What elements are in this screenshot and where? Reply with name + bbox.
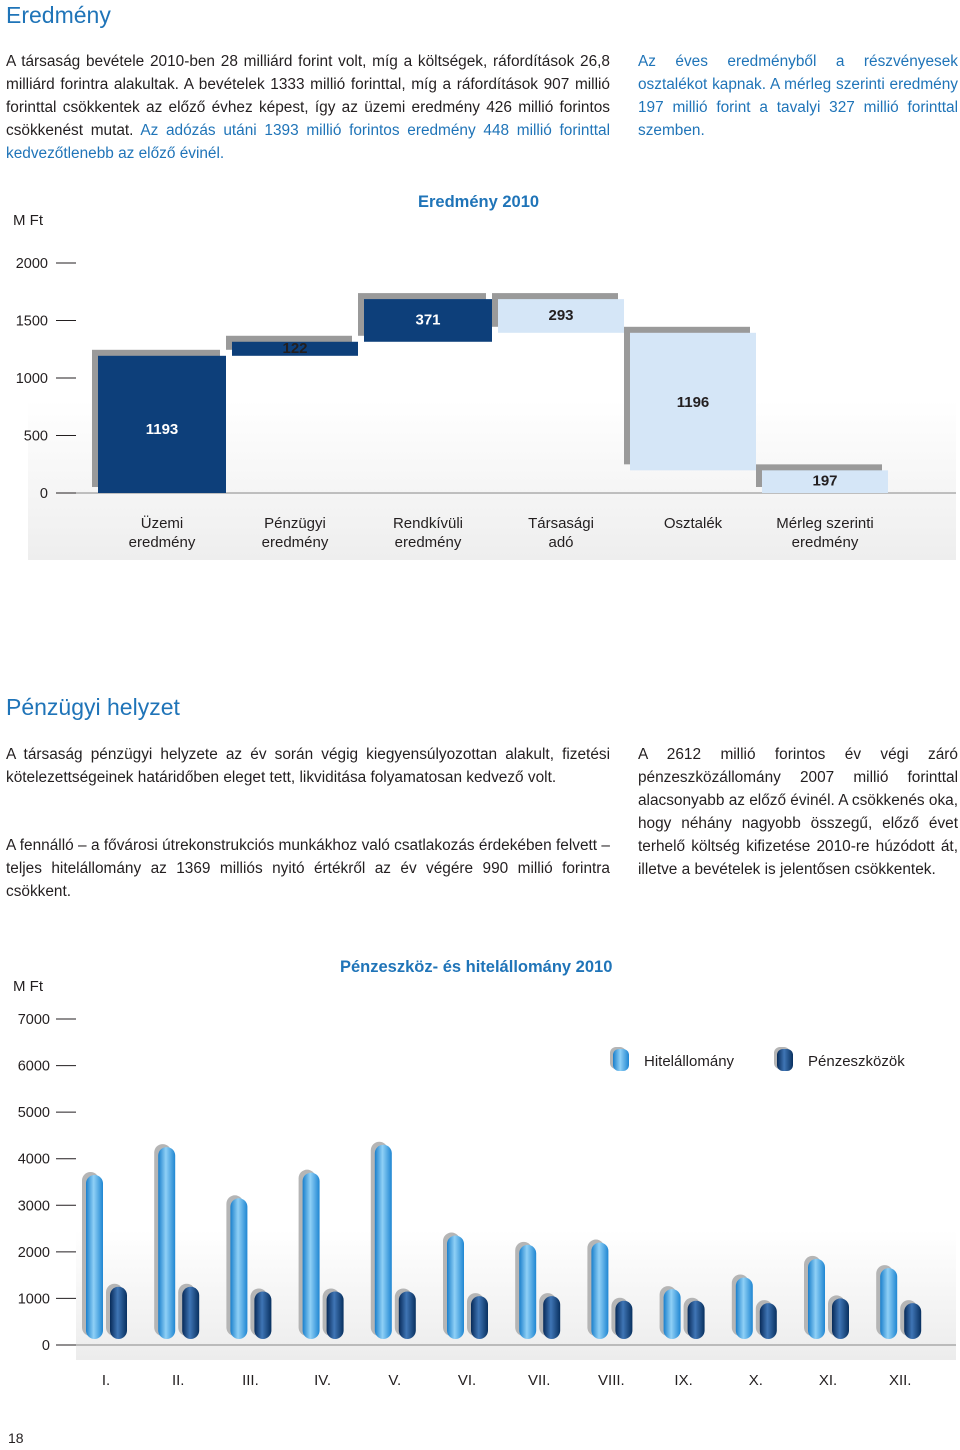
loan-bar bbox=[230, 1198, 247, 1339]
waterfall-value-label: 293 bbox=[548, 306, 574, 324]
loan-bar bbox=[519, 1245, 536, 1339]
waterfall-value-label: 122 bbox=[282, 339, 308, 357]
chart1-category-label: adó bbox=[548, 534, 574, 551]
loan-bar bbox=[736, 1277, 753, 1339]
legend-label: Hitelállomány bbox=[644, 1053, 735, 1070]
legend-label: Pénzeszközök bbox=[808, 1053, 905, 1070]
chart1-y-tick: 1500 bbox=[15, 313, 48, 330]
chart2-month-label: V. bbox=[388, 1372, 402, 1389]
loan-bar bbox=[86, 1175, 103, 1339]
loan-bar bbox=[591, 1243, 608, 1339]
chart1-category-label: eredmény bbox=[791, 534, 859, 551]
chart1-y-tick: 500 bbox=[23, 428, 48, 445]
chart1-y-tick: 2000 bbox=[15, 256, 48, 272]
chart1-category-label: Társasági bbox=[528, 515, 594, 532]
loan-bar bbox=[375, 1145, 392, 1339]
cash-bar bbox=[760, 1303, 777, 1339]
chart2-month-label: VIII. bbox=[598, 1372, 625, 1389]
cash-bar bbox=[254, 1291, 271, 1339]
paragraph-eredmeny-right-b: A mérleg szerinti eredmény 197 millió forint a tavalyi 327 millió forinttal szemben. bbox=[638, 76, 958, 139]
waterfall-chart bbox=[0, 240, 960, 570]
chart2-y-tick: 4000 bbox=[17, 1151, 50, 1168]
cash-bar bbox=[688, 1301, 705, 1339]
chart2-month-label: X. bbox=[748, 1372, 763, 1389]
cash-bar bbox=[615, 1301, 632, 1339]
section-title-penzugyi-helyzet: Pénzügyi helyzet bbox=[6, 694, 180, 720]
chart2-y-tick: 6000 bbox=[17, 1058, 50, 1075]
paragraph-eredmeny-left bbox=[6, 50, 610, 165]
chart1-category-label: eredmény bbox=[261, 534, 329, 551]
cash-bar bbox=[471, 1296, 488, 1339]
chart1-category-label: eredmény bbox=[394, 534, 462, 551]
chart2-month-label: XI. bbox=[818, 1372, 838, 1389]
chart2-unit: M Ft bbox=[13, 978, 43, 995]
paragraph-penzugyi-right: A 2612 millió forintos év végi záró pénzeszközállomány 2007 millió forinttal alacsonyabb az előző évinél. A csökkenés oka, hogy néhány nagyobb összegű, előző évet terhelő költség kifizetése 2010-re húzódott át, illetve a bevételek is jelentősen csökkentek. bbox=[638, 746, 958, 878]
chart1-title: Eredmény 2010 bbox=[418, 193, 540, 211]
chart1-category-label: Rendkívüli bbox=[392, 515, 464, 532]
chart2-month-label: III. bbox=[242, 1372, 259, 1389]
cash-loan-chart bbox=[0, 1000, 960, 1400]
cash-bar bbox=[327, 1291, 344, 1339]
legend-swatch bbox=[613, 1049, 629, 1071]
chart2-y-tick: 0 bbox=[41, 1338, 50, 1354]
paragraph-eredmeny-left-b: Az adózás utáni 1393 millió forintos eredmény 448 millió forinttal kedvezőtlenebb az előző évinél. bbox=[6, 122, 610, 162]
paragraph-eredmeny-left-a: A társaság bevétele 2010-ben 28 milliárd forint volt, míg a költségek, ráfordítások 26,8 milliárd forintra alakultak. A bevételek 1333 millió forinttal, míg a ráfordítások 907 millió forinttal csökkentek az előző évhez képest, így az üzemi eredmény 426 millió forintos csökkenést mutat. bbox=[6, 53, 610, 139]
waterfall-value-label: 1193 bbox=[145, 420, 179, 438]
chart2-y-tick: 5000 bbox=[17, 1105, 50, 1122]
chart1-category-label: Osztalék bbox=[663, 515, 723, 532]
chart2-title: Pénzeszköz- és hitelállomány 2010 bbox=[340, 958, 613, 976]
cash-bar bbox=[543, 1296, 560, 1339]
page-number: 18 bbox=[8, 1430, 24, 1446]
loan-bar bbox=[664, 1289, 681, 1339]
waterfall-value-label: 1196 bbox=[676, 393, 710, 411]
legend-swatch bbox=[777, 1049, 793, 1071]
chart1-unit: M Ft bbox=[13, 212, 43, 229]
paragraph-penzugyi-left-1: A társaság pénzügyi helyzete az év során végig kiegyensúlyozottan alakult, fizetési kötelezettségeinek határidőben eleget tett, likviditása folyamatosan kedvező volt. bbox=[6, 746, 610, 786]
chart1-y-tick: 0 bbox=[39, 486, 48, 502]
loan-bar bbox=[447, 1236, 464, 1339]
loan-bar bbox=[880, 1268, 897, 1339]
waterfall-value-label: 197 bbox=[812, 472, 838, 490]
chart2-y-tick: 1000 bbox=[17, 1291, 50, 1308]
cash-bar bbox=[832, 1298, 849, 1339]
chart2-y-tick: 2000 bbox=[17, 1244, 50, 1261]
chart2-month-label: XII. bbox=[888, 1372, 912, 1389]
chart1-category-label: eredmény bbox=[128, 534, 196, 551]
chart2-month-label: VII. bbox=[527, 1372, 551, 1389]
cash-bar bbox=[110, 1287, 127, 1339]
loan-bar bbox=[808, 1259, 825, 1339]
chart2-y-tick: 3000 bbox=[17, 1198, 50, 1215]
chart2-month-label: II. bbox=[171, 1372, 185, 1389]
chart1-category-label: Pénzügyi bbox=[264, 515, 326, 532]
waterfall-value-label: 371 bbox=[415, 311, 441, 329]
cash-bar bbox=[399, 1291, 416, 1339]
section-title-eredmeny: Eredmény bbox=[6, 2, 111, 28]
chart2-month-label: I. bbox=[101, 1372, 111, 1389]
loan-bar bbox=[303, 1173, 320, 1339]
paragraph-penzugyi-left-2: A fennálló – a fővárosi útrekonstrukciós munkákhoz való csatlakozás érdekében felvett – teljes hitelállomány az 1369 milliós nyitó értékről az év végére 990 millió forintra csökkent. bbox=[6, 837, 610, 900]
chart2-month-label: VI. bbox=[457, 1372, 477, 1389]
chart1-category-label: Üzemi bbox=[140, 515, 184, 532]
chart2-y-tick: 7000 bbox=[17, 1012, 50, 1028]
paragraph-eredmeny-right-a: Az éves eredményből a részvényesek osztalékot kapnak. bbox=[638, 53, 958, 93]
chart2-month-label: IV. bbox=[314, 1372, 332, 1389]
chart2-month-label: IX. bbox=[674, 1372, 693, 1389]
chart1-category-label: Mérleg szerinti bbox=[776, 515, 874, 532]
cash-bar bbox=[904, 1303, 921, 1339]
chart1-y-tick: 1000 bbox=[15, 371, 48, 387]
chart2-legend bbox=[610, 1047, 905, 1071]
paragraph-eredmeny-right bbox=[638, 50, 958, 142]
cash-bar bbox=[182, 1287, 199, 1339]
loan-bar bbox=[158, 1147, 175, 1339]
